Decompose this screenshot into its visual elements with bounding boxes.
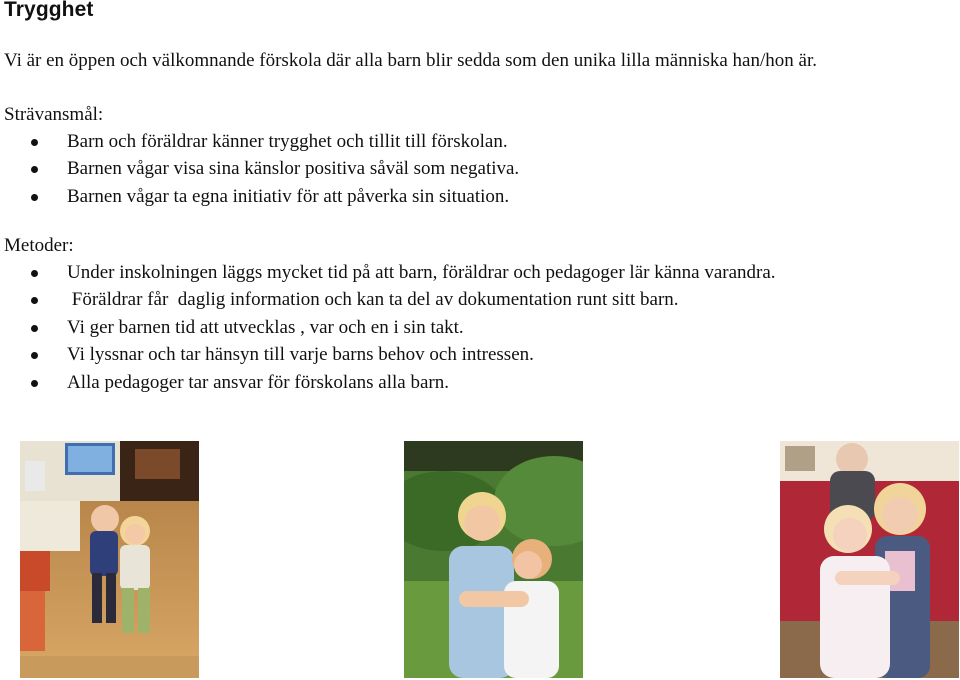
- list-item: [0, 158, 519, 185]
- list-item: [0, 289, 776, 316]
- list-item: [0, 344, 776, 371]
- bullet-icon: [31, 325, 38, 332]
- intro-paragraph: Vi är en öppen och välkomnande förskola där alla barn blir sedda som den unika lilla människa han/hon är.: [4, 50, 817, 71]
- page-title: Trygghet: [4, 0, 94, 21]
- list-item: [0, 186, 519, 213]
- bullet-icon: [31, 380, 38, 387]
- bullet-icon: [31, 166, 38, 173]
- goals-list: [0, 131, 519, 213]
- list-item-text: Barnen vågar visa sina känslor positiva såväl som negativa.: [67, 158, 520, 180]
- methods-heading: Metoder:: [4, 235, 74, 256]
- bullet-icon: [31, 297, 38, 304]
- list-item-text: Vi lyssnar och tar hänsyn till varje barns behov och intressen.: [67, 344, 534, 366]
- list-item-text: Alla pedagoger tar ansvar för förskolans alla barn.: [67, 371, 449, 393]
- photo-children-hugging-indoors: [20, 441, 199, 678]
- list-item-text: Under inskolningen läggs mycket tid på att barn, föräldrar och pedagoger lär känna varandra.: [67, 262, 776, 283]
- bullet-icon: [31, 270, 38, 277]
- list-item-text: Föräldrar får daglig information och kan ta del av dokumentation runt sitt barn.: [67, 289, 679, 311]
- bullet-icon: [31, 194, 38, 201]
- photo-girls-hugging: [780, 441, 959, 678]
- list-item: [0, 372, 776, 399]
- bullet-icon: [31, 352, 38, 359]
- photo-children-hugging-outdoors: [404, 441, 583, 678]
- list-item: [0, 262, 776, 289]
- bullet-icon: [31, 139, 38, 146]
- list-item-text: Vi ger barnen tid att utvecklas , var och en i sin takt.: [67, 316, 464, 338]
- goals-heading: Strävansmål:: [4, 104, 104, 125]
- list-item-text: Barnen vågar ta egna initiativ för att påverka sin situation.: [67, 185, 510, 207]
- methods-list: [0, 262, 776, 399]
- list-item-text: Barn och föräldrar känner trygghet och tillit till förskolan.: [67, 131, 508, 152]
- list-item: [0, 131, 519, 158]
- list-item: [0, 317, 776, 344]
